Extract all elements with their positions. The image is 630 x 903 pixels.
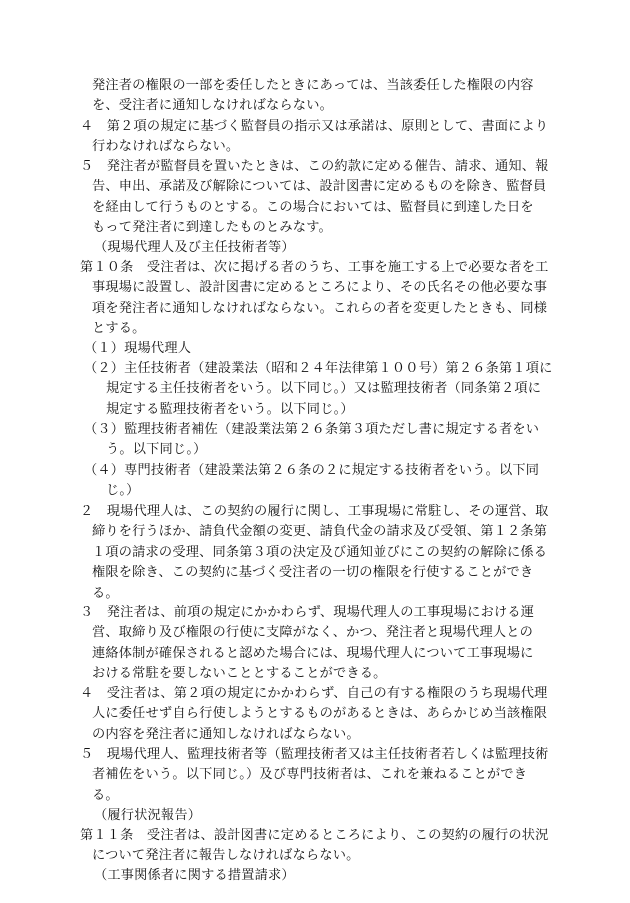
text-line: 締りを行うほか、請負代金額の変更、請負代金の請求及び受領、第１２条第 bbox=[92, 524, 548, 540]
article-12-heading bbox=[94, 866, 295, 886]
text-line: （２）主任技術者（建設業法（昭和２４年法律第１００号）第２６条第１項に bbox=[84, 361, 553, 376]
text-line: ２ 現場代理人は、この契約の履行に関し、工事現場に常駐し、その運営、取 bbox=[80, 504, 549, 519]
text-line: （１）現場代理人 bbox=[84, 341, 192, 356]
text-line: とする。 bbox=[92, 321, 146, 337]
text-line: 規定する主任技術者をいう。以下同じ。）又は監理技術者（同条第２項に bbox=[106, 381, 542, 397]
article-10-paragraph-4 bbox=[80, 684, 548, 745]
text-line: ４ 受注者は、第２項の規定にかかわらず、自己の有する権限のうち現場代理 bbox=[80, 686, 548, 701]
text-line: 第１１条 受注者は、設計図書に定めるところにより、この契約の履行の状況 bbox=[80, 828, 549, 843]
text-line: 事現場に設置し、設計図書に定めるところにより、その氏名その他必要な事 bbox=[92, 280, 548, 296]
text-line: じ。） bbox=[106, 483, 140, 499]
text-line: ５ 発注者が監督員を置いたときは、この約款に定める催告、請求、通知、報 bbox=[80, 159, 549, 174]
text-line: 項を発注者に通知しなければならない。これらの者を変更したときも、同様 bbox=[92, 300, 548, 316]
text-line: を経由して行うものとする。この場合においては、監督員に到達した日を bbox=[92, 199, 534, 215]
text-line: の内容を発注者に通知しなければならない。 bbox=[92, 726, 360, 742]
text-line: 人に委任せず自ら行使しようとするものがあるときは、あらかじめ当該権限 bbox=[92, 706, 548, 722]
article-11-heading bbox=[94, 806, 201, 826]
text-line: 発注者の権限の一部を委任したときにあっては、当該委任した権限の内容 bbox=[92, 78, 534, 93]
text-line: る。 bbox=[92, 585, 119, 601]
article-10-paragraph-2 bbox=[80, 502, 549, 604]
text-line: １項の請求の受理、同条第３項の決定及び通知並びにこの契約の解除に係る bbox=[92, 544, 548, 560]
article-10-main bbox=[80, 258, 549, 340]
article-11-main bbox=[80, 826, 549, 867]
article-10-item-2 bbox=[84, 359, 553, 420]
text-line: 第１０条 受注者は、次に掲げる者のうち、工事を施工する上で必要な者を工 bbox=[80, 260, 549, 275]
text-line: を、受注者に通知しなければならない。 bbox=[92, 98, 333, 114]
article-9-paragraph-5 bbox=[80, 157, 549, 239]
text-line: 告、申出、承諾及び解除については、設計図書に定めるものを除き、監督員 bbox=[92, 179, 547, 195]
text-line: 行わなければならない。 bbox=[92, 139, 240, 155]
text-line: る。 bbox=[92, 787, 119, 803]
article-10-heading bbox=[94, 238, 295, 258]
text-line: 規定する監理技術者をいう。以下同じ。） bbox=[106, 401, 354, 417]
text-line: 営、取締り及び権限の行使に支障がなく、かつ、発注者と現場代理人との bbox=[92, 625, 533, 641]
article-10-paragraph-5 bbox=[80, 745, 549, 806]
text-line: （履行状況報告） bbox=[94, 808, 202, 823]
article-10-paragraph-3 bbox=[80, 603, 534, 685]
text-line: について発注者に報告しなければならない。 bbox=[92, 848, 360, 864]
continued-paragraph bbox=[92, 76, 534, 117]
text-line: ４ 第２項の規定に基づく監督員の指示又は承諾は、原則として、書面により bbox=[80, 119, 549, 134]
text-line: （現場代理人及び主任技術者等） bbox=[94, 240, 295, 255]
article-10-item-1 bbox=[84, 339, 191, 359]
article-9-paragraph-4 bbox=[80, 117, 548, 158]
text-line: 者補佐をいう。以下同じ。）及び専門技術者は、これを兼ねることができ bbox=[92, 767, 528, 783]
text-line: おける常駐を要しないこととすることができる。 bbox=[92, 666, 387, 682]
text-line: （３）監理技術者補佐（建設業法第２６条第３項ただし書に規定する者をい bbox=[84, 422, 540, 437]
article-10-item-3 bbox=[84, 420, 539, 461]
text-line: （４）専門技術者（建設業法第２６条の２に規定する技術者をいう。以下同 bbox=[84, 463, 540, 478]
text-line: う。以下同じ。） bbox=[106, 442, 207, 458]
text-line: ５ 現場代理人、監理技術者等（監理技術者又は主任技術者若しくは監理技術 bbox=[80, 747, 549, 762]
text-line: （工事関係者に関する措置請求） bbox=[94, 868, 295, 883]
text-line: もって発注者に到達したものとみなす。 bbox=[92, 220, 332, 236]
article-10-item-4 bbox=[84, 461, 539, 502]
text-line: 連絡体制が確保されると認めた場合には、現場代理人について工事現場に bbox=[92, 645, 534, 661]
text-line: 権限を除き、この契約に基づく受注者の一切の権限を行使することができ bbox=[92, 565, 534, 581]
text-line: ３ 発注者は、前項の規定にかかわらず、現場代理人の工事現場における運 bbox=[80, 605, 535, 620]
